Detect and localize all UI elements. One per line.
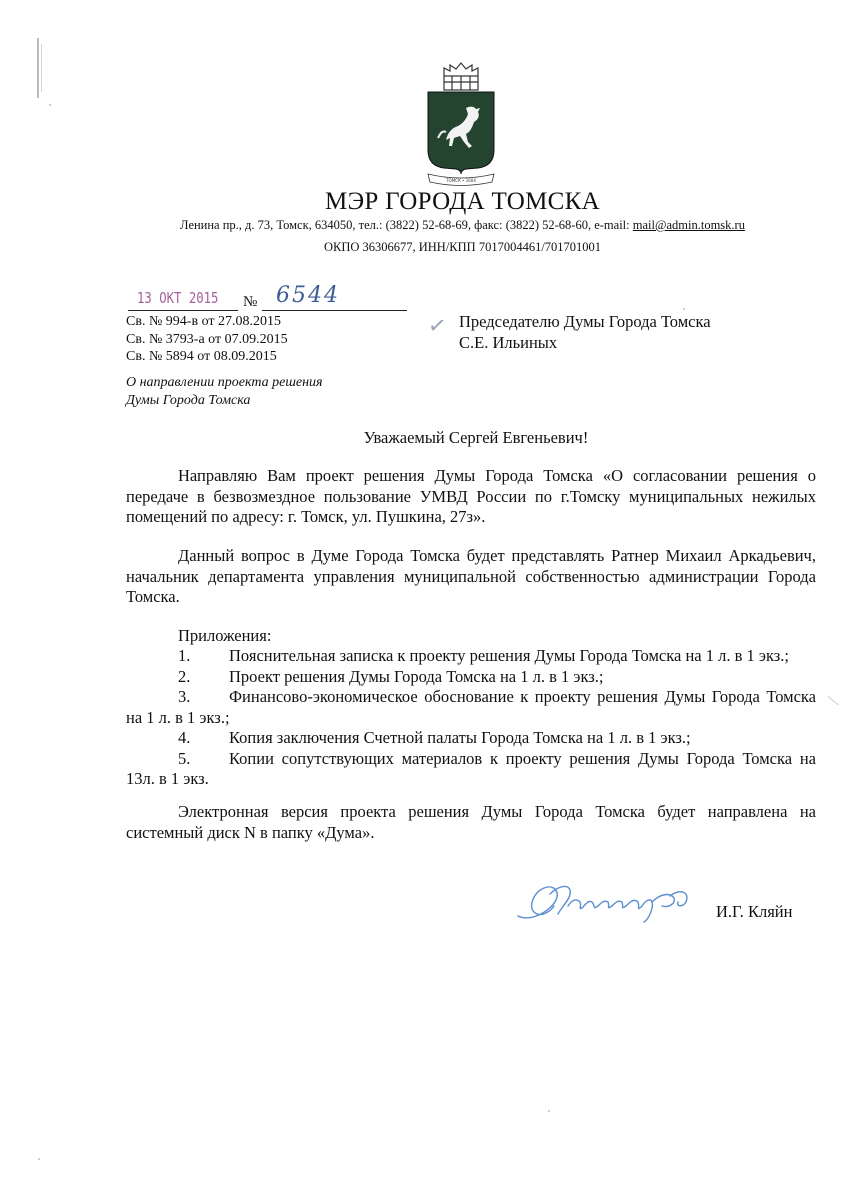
attachment-item [126,749,816,790]
greeting: Уважаемый Сергей Евгеньевич! [363,428,589,447]
attachment-text: Копии сопутствующих материалов к проекту решения Думы Города Томска на 13л. в 1 экз. [126,748,816,788]
paragraph-1: Направляю Вам проект решения Думы Города Томска «О согласовании решения о передаче в безвозмездное пользование УМВД России по г.Томску муниципальных нежилых помещений по адресу: г. Томск, ул. Пушкина, 27з». [126,466,816,526]
attachment-number: 4. [178,728,191,747]
attachment-number: 2. [178,666,191,686]
attachment-item [126,687,816,728]
scan-speck [49,104,51,106]
handwritten-number: 6544 [276,283,340,308]
reference-item: Св. № 994-в от 27.08.2015 [126,314,282,329]
references-list [126,313,288,366]
reference-item: Св. № 5894 от 08.09.2015 [126,349,277,364]
letterhead-address [0,218,850,233]
number-underline [262,310,407,311]
scan-speck [548,1110,550,1112]
attachment-item [126,728,816,749]
attachment-text: Копия заключения Счетной палаты Города Томска на 1 л. в 1 экз.; [229,728,691,747]
subject-block [126,374,323,409]
date-underline [128,310,238,311]
scan-edge-mark [37,38,39,98]
paragraph-2: Данный вопрос в Думе Города Томска будет представлять Ратнер Михаил Аркадьевич, начальник департамента управления муниципальной собственностью администрации Города Томска. [126,546,816,606]
letterhead-title: МЭР ГОРОДА ТОМСКА [325,188,600,215]
attachments-heading: Приложения: [178,626,272,645]
scan-speck [683,308,685,310]
tomsk-coat-of-arms-icon [422,62,500,190]
subject-line: Думы Города Томска [126,392,251,408]
addressee-title: Председателю Думы Города Томска [459,312,711,331]
attachment-number: 3. [178,687,191,706]
subject-line: О направлении проекта решения [126,375,323,390]
attachment-number: 5. [178,748,191,768]
attachment-number: 1. [178,646,191,665]
scan-speck [38,1158,40,1160]
number-label: № [243,294,258,310]
attachment-text: Финансово-экономическое обоснование к проекту решения Думы Города Томска на 1 л. в 1 экз.; [126,687,816,727]
address-text: Ленина пр., д. 73, Томск, 634050, тел.: (3822) 52-68-69, факс: (3822) 52-68-60, e-mail: [180,218,633,232]
attachment-item [126,667,816,688]
addressee-block [459,311,711,353]
svg-text:ТОМСК • 1604: ТОМСК • 1604 [446,178,476,183]
scan-edge-mark [41,44,42,92]
addressee-name: С.Е. Ильиных [459,333,558,352]
attachment-text: Пояснительная записка к проекту решения Думы Города Томска на 1 л. в 1 экз.; [229,646,789,665]
paragraph-3: Электронная версия проекта решения Думы Города Томска будет направлена на системный диск N в папку «Дума». [126,802,816,842]
check-mark-icon: ✓ [426,312,449,341]
email-link[interactable]: mail@admin.tomsk.ru [632,218,745,232]
date-stamp: 13 ОКТ 2015 [137,289,219,307]
attachment-text: Проект решения Думы Города Томска на 1 л. в 1 экз.; [229,666,604,686]
attachment-item [126,646,816,667]
handwritten-signature-icon [510,872,710,928]
letterhead-okpo: ОКПО 36306677, ИНН/КПП 7017004461/701701001 [323,240,602,254]
scan-speck [827,696,838,706]
signer-name: И.Г. Кляйн [716,902,793,921]
reference-item: Св. № 3793-а от 07.09.2015 [126,331,288,347]
attachments-list [126,646,816,790]
